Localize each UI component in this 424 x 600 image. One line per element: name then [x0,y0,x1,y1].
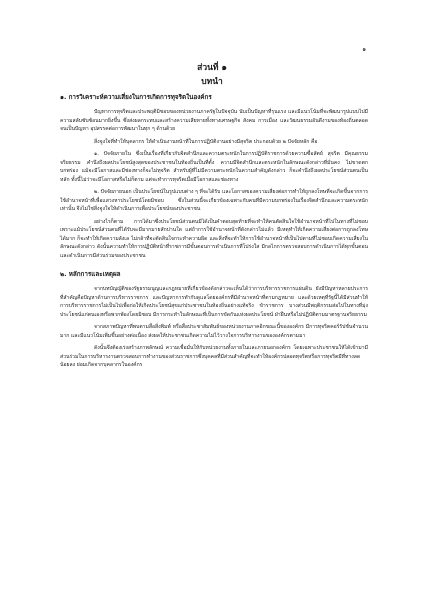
paragraph: จากบทบัญญัติของรัฐธรรมนูญและกฎหมายที่เกี่ยวข้องดังกล่าวจะเห็นได้ว่าการบริหารราชการแผ่นดิน ยังมีปัญหาหลายประการ ที่สำคัญคือปัญหาด้านการบริหารราชการ และปัญหาการทำกับดูแลโดยองค์กรที่มีอำนาจหน้าที่ตามกฎหมาย และด้วยเหตุที่รัฐนี้ได้มีส่วนทำให้การบริหารราชการไม่เป็นไปเพื่อก่อให้เกิดประโยชน์สุขแก่ประชาชนในท้องถิ่นอย่างแท้จริง ข้าราชการ บางส่วนมีพฤติกรรมส่อไปในทางที่มุ่งประโยชน์แก่ตนเองหรือพวกพ้องโดยมิชอบ มีการกระทำในลักษณะที่เป็นการขัดกันแห่งผลประโยชน์ ฝ่าฝืนหรือไม่ปฏิบัติตามมาตรฐานจริยธรรม [60,286,368,318]
chapter-title: บทนำ [201,77,223,87]
paragraph: ปัญหาการทุจริตและประพฤติมิชอบของหน่วยงานภาครัฐในปัจจุบัน นับเป็นปัญหาที่รุนแรง และมีแนวโน้มที่จะพัฒนารูปแบบไปมีความสลับซับซ้อนมากยิ่งขึ้น ซึ่งส่งผลกระทบและสร้างความเสียหายทั้งทางเศรษฐกิจ สังคม การเมือง และวัฒนธรรมอันดีงามของท้องถิ่นตลอดจนเป็นปัญหา อุปสรรคต่อการพัฒนาในทุก ๆ ด้านด้วย [60,109,368,132]
page-number: ๑ [362,46,366,53]
paragraph: อย่างไรก็ตาม การได้มาซึ่งประโยชน์ส่วนตนมิได้เป็นคำตอบสุดท้ายที่จะทำให้คนตัดสินใจใช้อำนาจหน้าที่ไปในทางที่ไม่ชอบ เพราะแม้ประโยชน์ส่วนตนที่ได้รับจะมีมากมายสักปานใด แต่ถ้าการใช้อำนาจหน้าที่ดังกล่าวไม่แล้ว มีเหตุทำให้เกิดความเสี่ยงต่อการถูกลงโทษได้มาก ก็จะทำให้เกิดความลังเล ไม่กล้าที่จะตัดสินใจกระทำความผิด และสิ่งที่จะทำให้การใช้อำนาจหน้าที่เป็นไปตามที่ไม่ชอบเกิดความเสี่ยงในลักษณะดังกล่าว ดังนั้นความทำให้การปฏิบัติหน้าที่ราชการมีขั้นตอนการดำเนินการที่โปร่งใส มีกลไกการตรวจสอบการดำเนินการได้ทุกขั้นตอน และดำเนินการมีส่วนร่วมของประชาชน [60,218,368,259]
paragraph: จากสภาพปัญหาที่พบตามสื่อสิ่งพิมพ์ หรือสื่อประชาสัมพันธ์ของหน่วยงานภาคอิกขณะนี้ขององค์กร มีการทุจริตคอร์รัปชั่นจำนวนมาก และมีแนวโน้มเพิ่มขึ้นอย่างต่อเนื่อง ส่งผลให้ประชาชนเกิดความไม่ไว้วางใจการบริหารงานขององค์กรตามมา [60,324,368,339]
document-body [60,92,368,374]
paragraph: ๒. ปัจจัยภายนอก เป็นประโยชน์ในรูปแบบต่าง ๆ ที่จะได้รับ และโอกาสของความเสี่ยงต่อการทำให้ถูกลงโทษที่จะเกิดขึ้นจากการใช้อำนาจหน้าที่เพื่อแสวงหาประโยชน์โดยมิชอบ ซึ่งในส่วนนี้จะเกี่ยวข้องเฉพาะกับคนที่มีความบกพร่องในเรื่องจิตสำนึกและความตระหนักเท่านั้น จึงไม่ใช่สิ่งจูงใจให้ดำเนินการเพื่อประโยชน์ของประชาชน [60,189,368,212]
paragraph: สิ่งจูงใจที่ทำให้บุคลากร ให้ดำเนินงานหน้าที่ในการปฏิบัติงานอย่างมีสุจริต ประกอบด้วย ๒ ปัจจัยหลัก คือ [94,138,318,145]
paragraph: ๑. ปัจจัยภายใน ซึ่งเป็นเรื่องที่เกี่ยวกับจิตสำนึกและความตระหนักในการปฏิบัติราชการด้วยความซื่อสัตย์ สุจริต มีคุณธรรม จริยธรรม คำนึงถึงผลประโยชน์สูงสุดของประชาชนในท้องถิ่นเป็นที่ตั้ง ความมีจิตสำนึกและตระหนักในลักษณะดังกล่าวที่มั่นคง ไม่ขาดตกบกพร่อง แม้จะมีโอกาสและมีช่องทางก็จะไม่ทุจริต สำหรับผู้ที่ไม่มีความตระหนักในความสำคัญดังกล่าว ก็จะคำนึงถึงผลประโยชน์ส่วนตนเป็นหลัก ทั้งนี้ไม่ว่าจะมีโอกาสหรือไม่ก็ตาม แต่จะทำการทุจริตเมื่อมีโอกาสและช่องทาง [60,151,368,183]
section-2-heading: ๒. หลักการและเหตุผล [60,271,121,278]
part-title: ส่วนที่ ๑ [197,63,227,73]
section-1-heading: ๑. การวิเคราะห์ความเสี่ยงในการเกิดการทุจริตในองค์กร [60,94,212,101]
paragraph: ดังนั้นจึงต้องเร่งสร้างภาพลักษณ์ ความเชื่อมั่นให้กับหน่วยงานทั้งภายในและภายนอกองค์กร โดยเฉพาะประชาชนให้ได้เข้ามามีส่วนร่วมในการบริหารงานตรวจสอบการทำงานของส่วนราชการซึ่งบุคคลที่มีส่วนสำคัญที่จะทำให้องค์กรปลอดทุจริตหรือการทุจริตมีที่ทางลดน้อยลง ย่อมเกิดจากบุคลากรในองค์กร [60,345,368,368]
